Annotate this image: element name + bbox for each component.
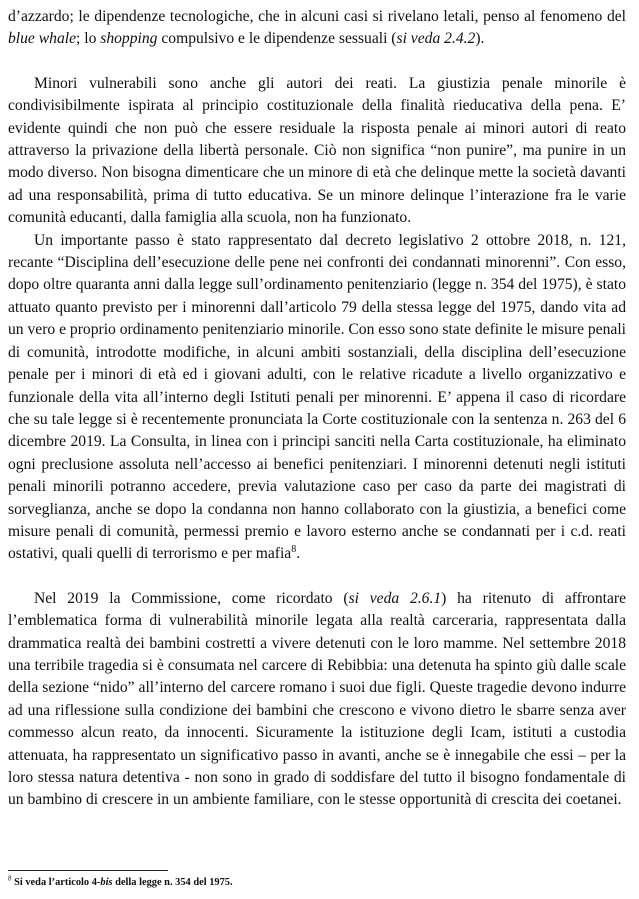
paragraph-3: [8, 230, 626, 566]
footnote-divider: [8, 870, 168, 871]
p1-italic-ref: si veda 2.4.2: [396, 30, 476, 48]
footnote-text-c: della legge n. 354 del 1975.: [112, 877, 233, 888]
p1-text-e: compulsivo e le dipendenze sessuali (: [157, 30, 397, 48]
paragraph-2: Minori vulnerabili sono anche gli autori dei reati. La giustizia penale minorile è condivisibilmente ispirata al principio costituzionale della finalità rieducativa della pena. E’ evidente quindi che non può che essere residuale la risposta penale ai minori autori di reato attraverso la privazione della libertà personale. Ciò non significa “non punire”, ma punire in un modo diverso. Non bisogna dimenticare che un minore di età che delinque mette la società davanti ad una responsabilità, prima di tutto educativa. Se un minore delinque l’interazione fra le varie comunità educanti, dalla famiglia alla scuola, non ha funzionato.: [8, 74, 626, 227]
p1-italic-shopping: shopping: [100, 30, 158, 48]
footnote-reference[interactable]: 8: [291, 544, 297, 556]
footnote-text-a: Si veda l’articolo 4-: [11, 877, 101, 888]
footnote-italic-bis: bis: [100, 877, 113, 888]
p1-text-c: ; lo: [76, 30, 101, 48]
paragraph-1: [8, 6, 626, 51]
p3-end: .: [296, 545, 301, 563]
document-page: [8, 6, 626, 812]
footnote-number: 8: [8, 874, 12, 883]
p4-text-c: ) ha ritenuto di affrontare l’emblematica forma di vulnerabilità minorile legata alla realtà carceraria, rappresentata dalla drammatica realtà dei bambini costretti a vivere detenuti con le loro mamme. Nel settembre 2018 una terribile tragedia si è consumata nel carcere di Rebibbia: una detenuta ha spinto giù dalle scale della sezione “nido” all’interno del carcere romano i suoi due figli. Queste tragedie devono indurre ad una riflessione sulla condizione dei bambini che crescono e vivono dietro le sbarre senza aver commesso alcun reato, da innocenti. Sicuramente la istituzione degli Icam, istituti a custodia attenuata, ha rappresentato un significativo passo in avanti, anche se è innegabile che essi – per la loro stessa natura detentiva - non sono in grado di soddisfare del tutto il bisogno fondamentale di un bambino di crescere in un ambiente familiare, con le stesse opportunità di crescita dei coetanei.: [8, 589, 626, 809]
p1-text-a: d’azzardo; le dipendenze tecnologiche, che in alcuni casi si rivelano letali, penso al fenomeno del: [8, 8, 626, 25]
p4-italic-ref: si veda 2.6.1: [348, 589, 442, 607]
p4-text-a: Nel 2019 la Commissione, come ricordato (: [34, 589, 349, 607]
paragraph-4: [8, 588, 626, 812]
p3-text: Un importante passo è stato rappresentato dal decreto legislativo 2 ottobre 2018, n. 121, recante “Disciplina dell’esecuzione delle pene nei confronti dei condannati minorenni”. Con esso, dopo oltre quaranta anni dalla legge sull’ordinamento penitenziario (legge n. 354 del 1975), è stato attuato quanto previsto per i minorenni dall’articolo 79 della stessa legge del 1975, dando vita ad un vero e proprio ordinamento penitenziario minorile. Con esso sono state definite le misure penali di comunità, introdotte modifiche, in alcuni ambiti sostanziali, della disciplina dell’esecuzione penale per i minori di età ed i giovani adulti, con le relative ricadute a livello organizzativo e funzionale della vita all’interno degli Istituti penali per minorenni. E’ appena il caso di ricordare che su tale legge si è recentemente pronunciata la Corte costituzionale con la sentenza n. 263 del 6 dicembre 2019. La Consulta, in linea con i principi sanciti nella Carta costituzionale, ha eliminato ogni preclusione assoluta nell’accesso ai benefici penitenziari. I minorenni detenuti negli istituti penali minorili potranno accedere, previa valutazione caso per caso da parte dei magistrati di sorveglianza, anche se dopo la condanna non hanno collaborato con la giustizia, a benefici come misure penali di comunità, permessi premio e lavoro esterno anche se condannati per i c.d. reati ostativi, quali quelli di terrorismo e per mafia: [8, 231, 626, 563]
p1-text-g: ).: [475, 30, 485, 48]
p1-italic-blue-whale: blue whale: [8, 30, 76, 48]
footnote: [8, 876, 233, 889]
